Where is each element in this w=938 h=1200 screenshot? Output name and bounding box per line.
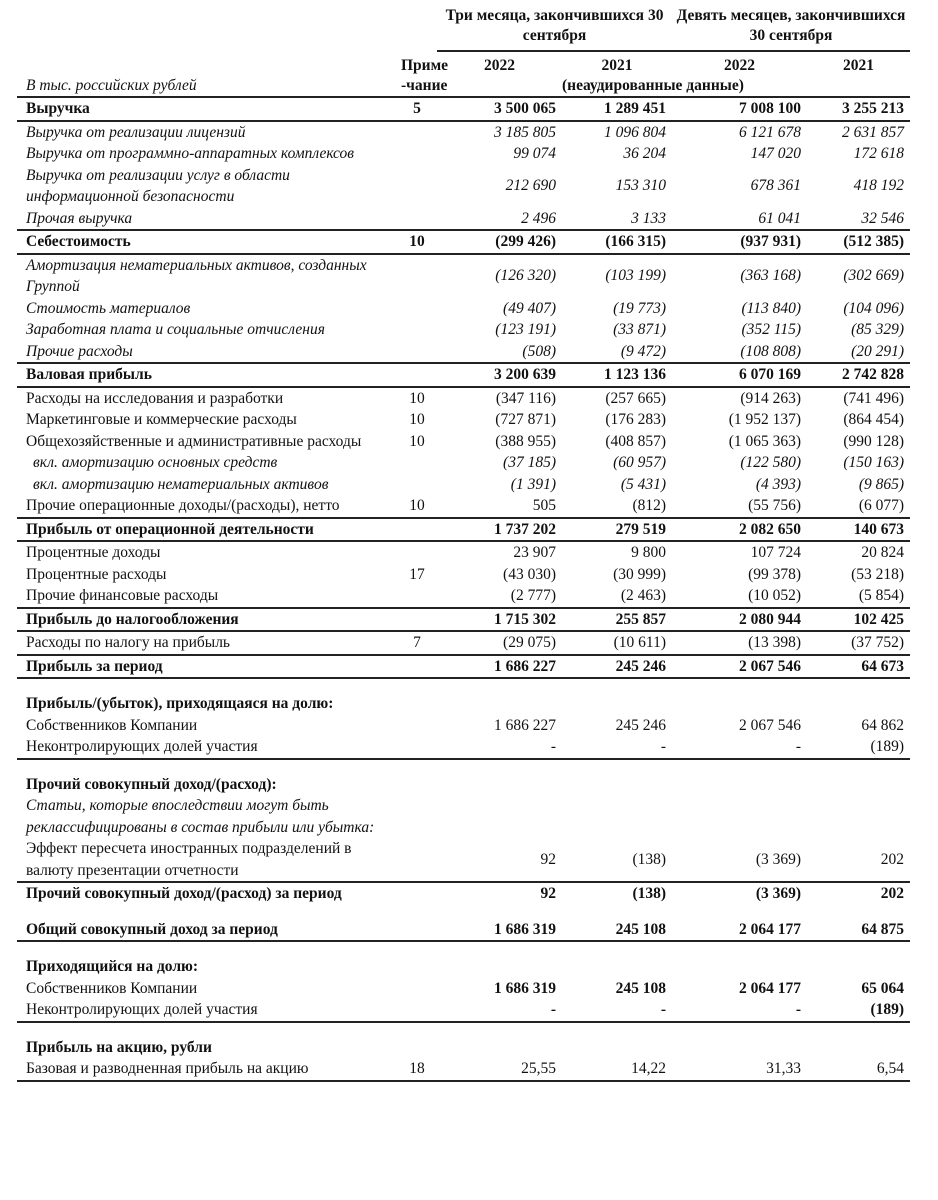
row-label: Прибыль/(убыток), приходящаяся на долю:: [26, 695, 334, 712]
row-value: 505: [532, 497, 556, 514]
row-label: Процентные расходы: [26, 565, 167, 583]
row-value: 6 070 169: [672, 363, 807, 387]
row-note: 10: [409, 411, 425, 428]
row-label: Выручка от программно-аппаратных комплексов: [26, 145, 355, 162]
row-value: (43 030): [503, 565, 556, 583]
row-note: 7: [413, 634, 421, 651]
row-value: (55 756): [748, 497, 802, 514]
row-value: 2 082 650: [672, 518, 807, 542]
row-value: [562, 941, 672, 978]
row-value: 2 080 944: [672, 608, 807, 632]
table-row: [17, 736, 910, 759]
row-label: Статьи, которые впоследствии могут быть реклассифицированы в состав прибыли или убытка:: [26, 797, 375, 836]
row-value: (166 315): [562, 230, 672, 254]
row-label: Прочие расходы: [26, 342, 133, 360]
row-label: Общехозяйственные и административные расходы: [26, 432, 362, 450]
table-row: [17, 941, 910, 978]
row-value: 14,22: [562, 1058, 672, 1081]
row-label: Выручка от реализации услуг в области информационной безопасности: [26, 166, 290, 205]
row-value: 245 246: [562, 655, 672, 679]
row-value: 2 742 828: [807, 363, 910, 387]
row-value: (150 163): [843, 454, 905, 471]
row-value: 202: [880, 850, 905, 868]
row-value: (33 871): [613, 321, 667, 338]
row-value: 202: [807, 882, 910, 905]
row-value: -: [437, 999, 562, 1022]
row-value: (352 115): [741, 321, 802, 338]
table-row: [17, 165, 910, 208]
row-value: 99 074: [513, 145, 556, 162]
row-value: 1 096 804: [604, 123, 667, 141]
table-row: [17, 97, 910, 121]
table-row: [17, 298, 910, 320]
row-note: [397, 655, 437, 679]
table-row: [17, 585, 910, 608]
row-value: (53 218): [851, 565, 905, 583]
table-row: [17, 208, 910, 231]
row-value: 64 862: [861, 716, 905, 734]
table-row: [17, 978, 910, 1000]
row-note: [397, 298, 437, 320]
row-note: [397, 319, 437, 341]
row-value: [437, 795, 562, 838]
row-value: (864 454): [843, 411, 905, 428]
row-value: 23 907: [513, 544, 556, 561]
table-row: [17, 759, 910, 796]
row-label: Себестоимость: [17, 230, 397, 254]
row-label: Прочий совокупный доход/(расход) за период: [17, 882, 397, 905]
row-value: (2 777): [510, 587, 556, 604]
table-row: [17, 795, 910, 838]
row-value: (189): [807, 999, 910, 1022]
row-value: (10 052): [748, 587, 802, 604]
note-header-2: -чание: [397, 76, 437, 97]
row-value: 3 500 065: [437, 97, 562, 121]
row-value: (1 065 363): [728, 432, 802, 450]
row-value: 64 875: [807, 905, 910, 942]
row-value: [562, 678, 672, 715]
row-note: [397, 208, 437, 231]
row-value: 7 008 100: [672, 97, 807, 121]
row-value: 3 200 639: [437, 363, 562, 387]
row-value: 1 686 227: [494, 716, 556, 734]
row-label: Стоимость материалов: [26, 299, 191, 317]
row-label: вкл. амортизацию основных средств: [33, 454, 278, 471]
table-row: [17, 409, 910, 431]
row-label: Заработная плата и социальные отчисления: [26, 321, 325, 338]
table-row: [17, 564, 910, 586]
row-value: 140 673: [807, 518, 910, 542]
row-label: Расходы по налогу на прибыль: [26, 634, 231, 651]
unaudited-label: (неаудированные данные): [562, 76, 910, 97]
table-row: [17, 655, 910, 679]
row-note: [397, 1022, 437, 1059]
header-years-row: [17, 51, 910, 76]
row-note: [397, 795, 437, 838]
row-label: Собственников Компании: [26, 979, 198, 997]
row-value: (189): [807, 736, 910, 759]
row-label: Приходящийся на долю:: [26, 958, 199, 975]
row-value: 65 064: [861, 979, 905, 997]
note-header-1: Приме: [401, 56, 449, 74]
row-value: (3 369): [672, 882, 807, 905]
row-value: 1 686 319: [494, 979, 556, 997]
row-value: -: [672, 736, 807, 759]
row-value: [437, 1022, 562, 1059]
row-label: Базовая и разводненная прибыль на акцию: [17, 1058, 397, 1081]
row-value: 36 204: [623, 145, 667, 162]
row-label: Прочие финансовые расходы: [26, 587, 219, 604]
row-label: Амортизация нематериальных активов, созданных Группой: [26, 256, 367, 295]
table-row: [17, 608, 910, 632]
row-value: (3 369): [755, 850, 802, 868]
row-value: 1 686 227: [437, 655, 562, 679]
row-label: Расходы на исследования и разработки: [26, 389, 284, 407]
year-header: 2022: [484, 57, 515, 74]
row-value: (914 263): [740, 389, 802, 407]
row-label: вкл. амортизацию нематериальных активов: [33, 475, 329, 493]
row-value: [807, 678, 910, 715]
row-note: [397, 941, 437, 978]
row-value: 1 737 202: [437, 518, 562, 542]
row-label: Маркетинговые и коммерческие расходы: [26, 411, 297, 428]
row-value: (103 199): [605, 267, 667, 285]
table-row: [17, 838, 910, 882]
row-value: (812): [632, 497, 667, 514]
row-value: 172 618: [853, 145, 905, 162]
row-note: [397, 999, 437, 1022]
row-note: 10: [409, 389, 425, 407]
row-note: [397, 254, 437, 298]
row-label: Собственников Компании: [26, 716, 198, 734]
row-value: (990 128): [843, 432, 905, 450]
row-value: 9 800: [631, 544, 667, 561]
table-row: [17, 905, 910, 942]
row-value: (37 185): [503, 454, 556, 471]
table-row: [17, 1058, 910, 1081]
row-value: (176 283): [605, 411, 667, 428]
row-note: [397, 678, 437, 715]
row-value: 245 246: [615, 716, 667, 734]
row-value: (30 999): [613, 565, 667, 583]
table-row: [17, 631, 910, 655]
row-value: [437, 759, 562, 796]
table-row: [17, 452, 910, 474]
row-value: 32 546: [861, 209, 905, 227]
row-note: [397, 759, 437, 796]
row-label: Выручка: [17, 97, 397, 121]
row-note: [397, 541, 437, 564]
table-row: [17, 541, 910, 564]
row-value: 153 310: [615, 177, 667, 195]
row-note: [397, 341, 437, 364]
row-value: 1 123 136: [562, 363, 672, 387]
table-row: [17, 518, 910, 542]
row-value: (13 398): [748, 634, 802, 651]
row-value: (122 580): [740, 454, 802, 471]
row-value: (741 496): [843, 389, 905, 407]
row-value: [672, 941, 807, 978]
row-value: [437, 941, 562, 978]
row-value: [672, 795, 807, 838]
row-value: (5 431): [620, 475, 667, 493]
row-value: (5 854): [858, 587, 905, 604]
row-value: (363 168): [740, 267, 802, 285]
row-value: (727 871): [495, 411, 556, 428]
row-value: [672, 678, 807, 715]
row-value: (2 463): [620, 587, 667, 604]
row-value: (19 773): [613, 299, 667, 317]
row-value: (49 407): [503, 299, 556, 317]
row-value: (10 611): [613, 634, 667, 651]
row-value: [807, 759, 910, 796]
table-row: [17, 495, 910, 518]
row-note: [397, 905, 437, 942]
row-value: 2 067 546: [672, 655, 807, 679]
row-value: 64 673: [807, 655, 910, 679]
row-value: (108 808): [740, 342, 802, 360]
table-row: [17, 678, 910, 715]
row-label: Неконтролирующих долей участия: [17, 736, 397, 759]
row-note: [397, 452, 437, 474]
table-row: [17, 230, 910, 254]
row-value: (99 378): [748, 565, 802, 583]
row-value: 2 064 177: [672, 905, 807, 942]
three-months-group-header: Три месяца, закончившихся 30 сентября: [437, 6, 672, 51]
row-note: 18: [397, 1058, 437, 1081]
nine-months-group-header: Девять месяцев, закончившихся 30 сентября: [672, 6, 910, 51]
year-header: 2021: [601, 57, 633, 74]
row-label: Прибыль на акцию, рубли: [26, 1038, 212, 1056]
row-note: [397, 121, 437, 144]
row-note: 17: [409, 565, 425, 583]
row-value: [562, 1022, 672, 1059]
row-value: 678 361: [750, 177, 802, 195]
row-value: (104 096): [843, 299, 905, 317]
row-value: 6 121 678: [739, 123, 802, 141]
year-header: 2021: [843, 57, 875, 74]
table-row: [17, 341, 910, 364]
row-value: 245 108: [562, 905, 672, 942]
row-note: 10: [409, 497, 425, 514]
table-row: [17, 999, 910, 1022]
header-group-row: [17, 6, 910, 51]
row-label: Общий совокупный доход за период: [17, 905, 397, 942]
row-value: (937 931): [672, 230, 807, 254]
row-value: 6,54: [807, 1058, 910, 1081]
row-value: [807, 1022, 910, 1059]
row-value: -: [562, 999, 672, 1022]
row-value: (123 191): [495, 321, 556, 338]
row-value: (138): [632, 850, 667, 868]
row-value: (388 955): [495, 432, 556, 450]
row-value: (1 391): [510, 475, 556, 493]
row-label: Прибыль до налогообложения: [17, 608, 397, 632]
row-value: (6 077): [858, 497, 905, 514]
row-value: [672, 1022, 807, 1059]
row-label: Неконтролирующих долей участия: [17, 999, 397, 1022]
row-value: 147 020: [750, 145, 802, 162]
row-value: -: [562, 736, 672, 759]
header-units-row: [17, 76, 910, 97]
table-row: [17, 882, 910, 905]
row-value: -: [437, 736, 562, 759]
table-row: [17, 319, 910, 341]
row-note: [397, 882, 437, 905]
row-label: Прибыль от операционной деятельности: [17, 518, 397, 542]
row-value: (1 952 137): [728, 411, 802, 428]
row-note: [397, 165, 437, 208]
row-value: 31,33: [672, 1058, 807, 1081]
row-note: [397, 474, 437, 496]
table-row: [17, 431, 910, 453]
year-header: 2022: [724, 57, 756, 74]
row-note: [397, 143, 437, 165]
row-value: 3 133: [631, 209, 667, 227]
row-value: (4 393): [755, 475, 802, 493]
row-note: 10: [409, 432, 425, 450]
table-row: [17, 143, 910, 165]
row-note: [397, 608, 437, 632]
row-note: [397, 585, 437, 608]
row-value: 20 824: [861, 544, 905, 561]
row-label: Прибыль за период: [17, 655, 397, 679]
row-note: [397, 363, 437, 387]
row-value: [807, 795, 910, 838]
row-value: (20 291): [851, 342, 905, 360]
row-value: (138): [562, 882, 672, 905]
row-value: 2 496: [521, 209, 556, 227]
row-label: Эффект пересчета иностранных подразделений в валюту презентации отчетности: [26, 840, 352, 879]
row-value: (257 665): [605, 389, 667, 407]
row-value: (302 669): [843, 267, 905, 285]
row-note: [397, 518, 437, 542]
row-value: 279 519: [562, 518, 672, 542]
row-label: Процентные доходы: [26, 544, 161, 561]
row-value: (408 857): [605, 432, 667, 450]
row-value: (299 426): [437, 230, 562, 254]
row-value: (126 320): [495, 267, 556, 285]
row-value: (9 865): [858, 475, 905, 493]
row-value: [807, 941, 910, 978]
table-row: [17, 387, 910, 410]
row-value: 102 425: [807, 608, 910, 632]
row-value: 1 715 302: [437, 608, 562, 632]
row-value: 212 690: [505, 177, 556, 195]
row-value: -: [672, 999, 807, 1022]
row-value: (85 329): [851, 321, 905, 338]
row-note: [397, 715, 437, 737]
row-note: [397, 736, 437, 759]
row-value: 1 686 319: [437, 905, 562, 942]
row-note: 5: [397, 97, 437, 121]
income-statement-table: [17, 6, 910, 1082]
table-row: [17, 254, 910, 298]
table-row: [17, 474, 910, 496]
row-value: (37 752): [851, 634, 905, 651]
row-note: [397, 978, 437, 1000]
row-value: 25,55: [437, 1058, 562, 1081]
row-value: 2 064 177: [739, 979, 802, 997]
row-value: [562, 795, 672, 838]
row-value: 107 724: [750, 544, 802, 561]
row-value: 92: [540, 850, 556, 868]
row-note: 10: [397, 230, 437, 254]
table-row: [17, 121, 910, 144]
row-label: Прочая выручка: [26, 209, 133, 227]
row-value: [562, 759, 672, 796]
row-value: (512 385): [807, 230, 910, 254]
table-row: [17, 715, 910, 737]
row-value: 2 067 546: [739, 716, 802, 734]
row-label: Прочие операционные доходы/(расходы), нетто: [26, 497, 340, 514]
row-value: 2 631 857: [842, 123, 905, 141]
row-value: 61 041: [758, 209, 802, 227]
row-value: (113 840): [741, 299, 802, 317]
row-value: [437, 678, 562, 715]
row-value: 92: [437, 882, 562, 905]
row-value: (29 075): [503, 634, 556, 651]
row-label: Выручка от реализации лицензий: [26, 123, 246, 141]
row-value: (508): [522, 342, 556, 360]
row-value: 3 185 805: [494, 123, 556, 141]
row-value: 1 289 451: [562, 97, 672, 121]
table-row: [17, 1022, 910, 1059]
table-row: [17, 363, 910, 387]
row-value: 3 255 213: [807, 97, 910, 121]
row-label: Прочий совокупный доход/(расход):: [26, 775, 277, 793]
units-label: В тыс. российских рублей: [17, 76, 397, 97]
row-value: (60 957): [613, 454, 667, 471]
row-value: (347 116): [495, 389, 556, 407]
row-label: Валовая прибыль: [17, 363, 397, 387]
row-value: 255 857: [562, 608, 672, 632]
row-value: (9 472): [620, 342, 667, 360]
row-value: 418 192: [853, 177, 905, 195]
row-value: 245 108: [615, 979, 667, 997]
row-value: [672, 759, 807, 796]
row-note: [397, 838, 437, 882]
